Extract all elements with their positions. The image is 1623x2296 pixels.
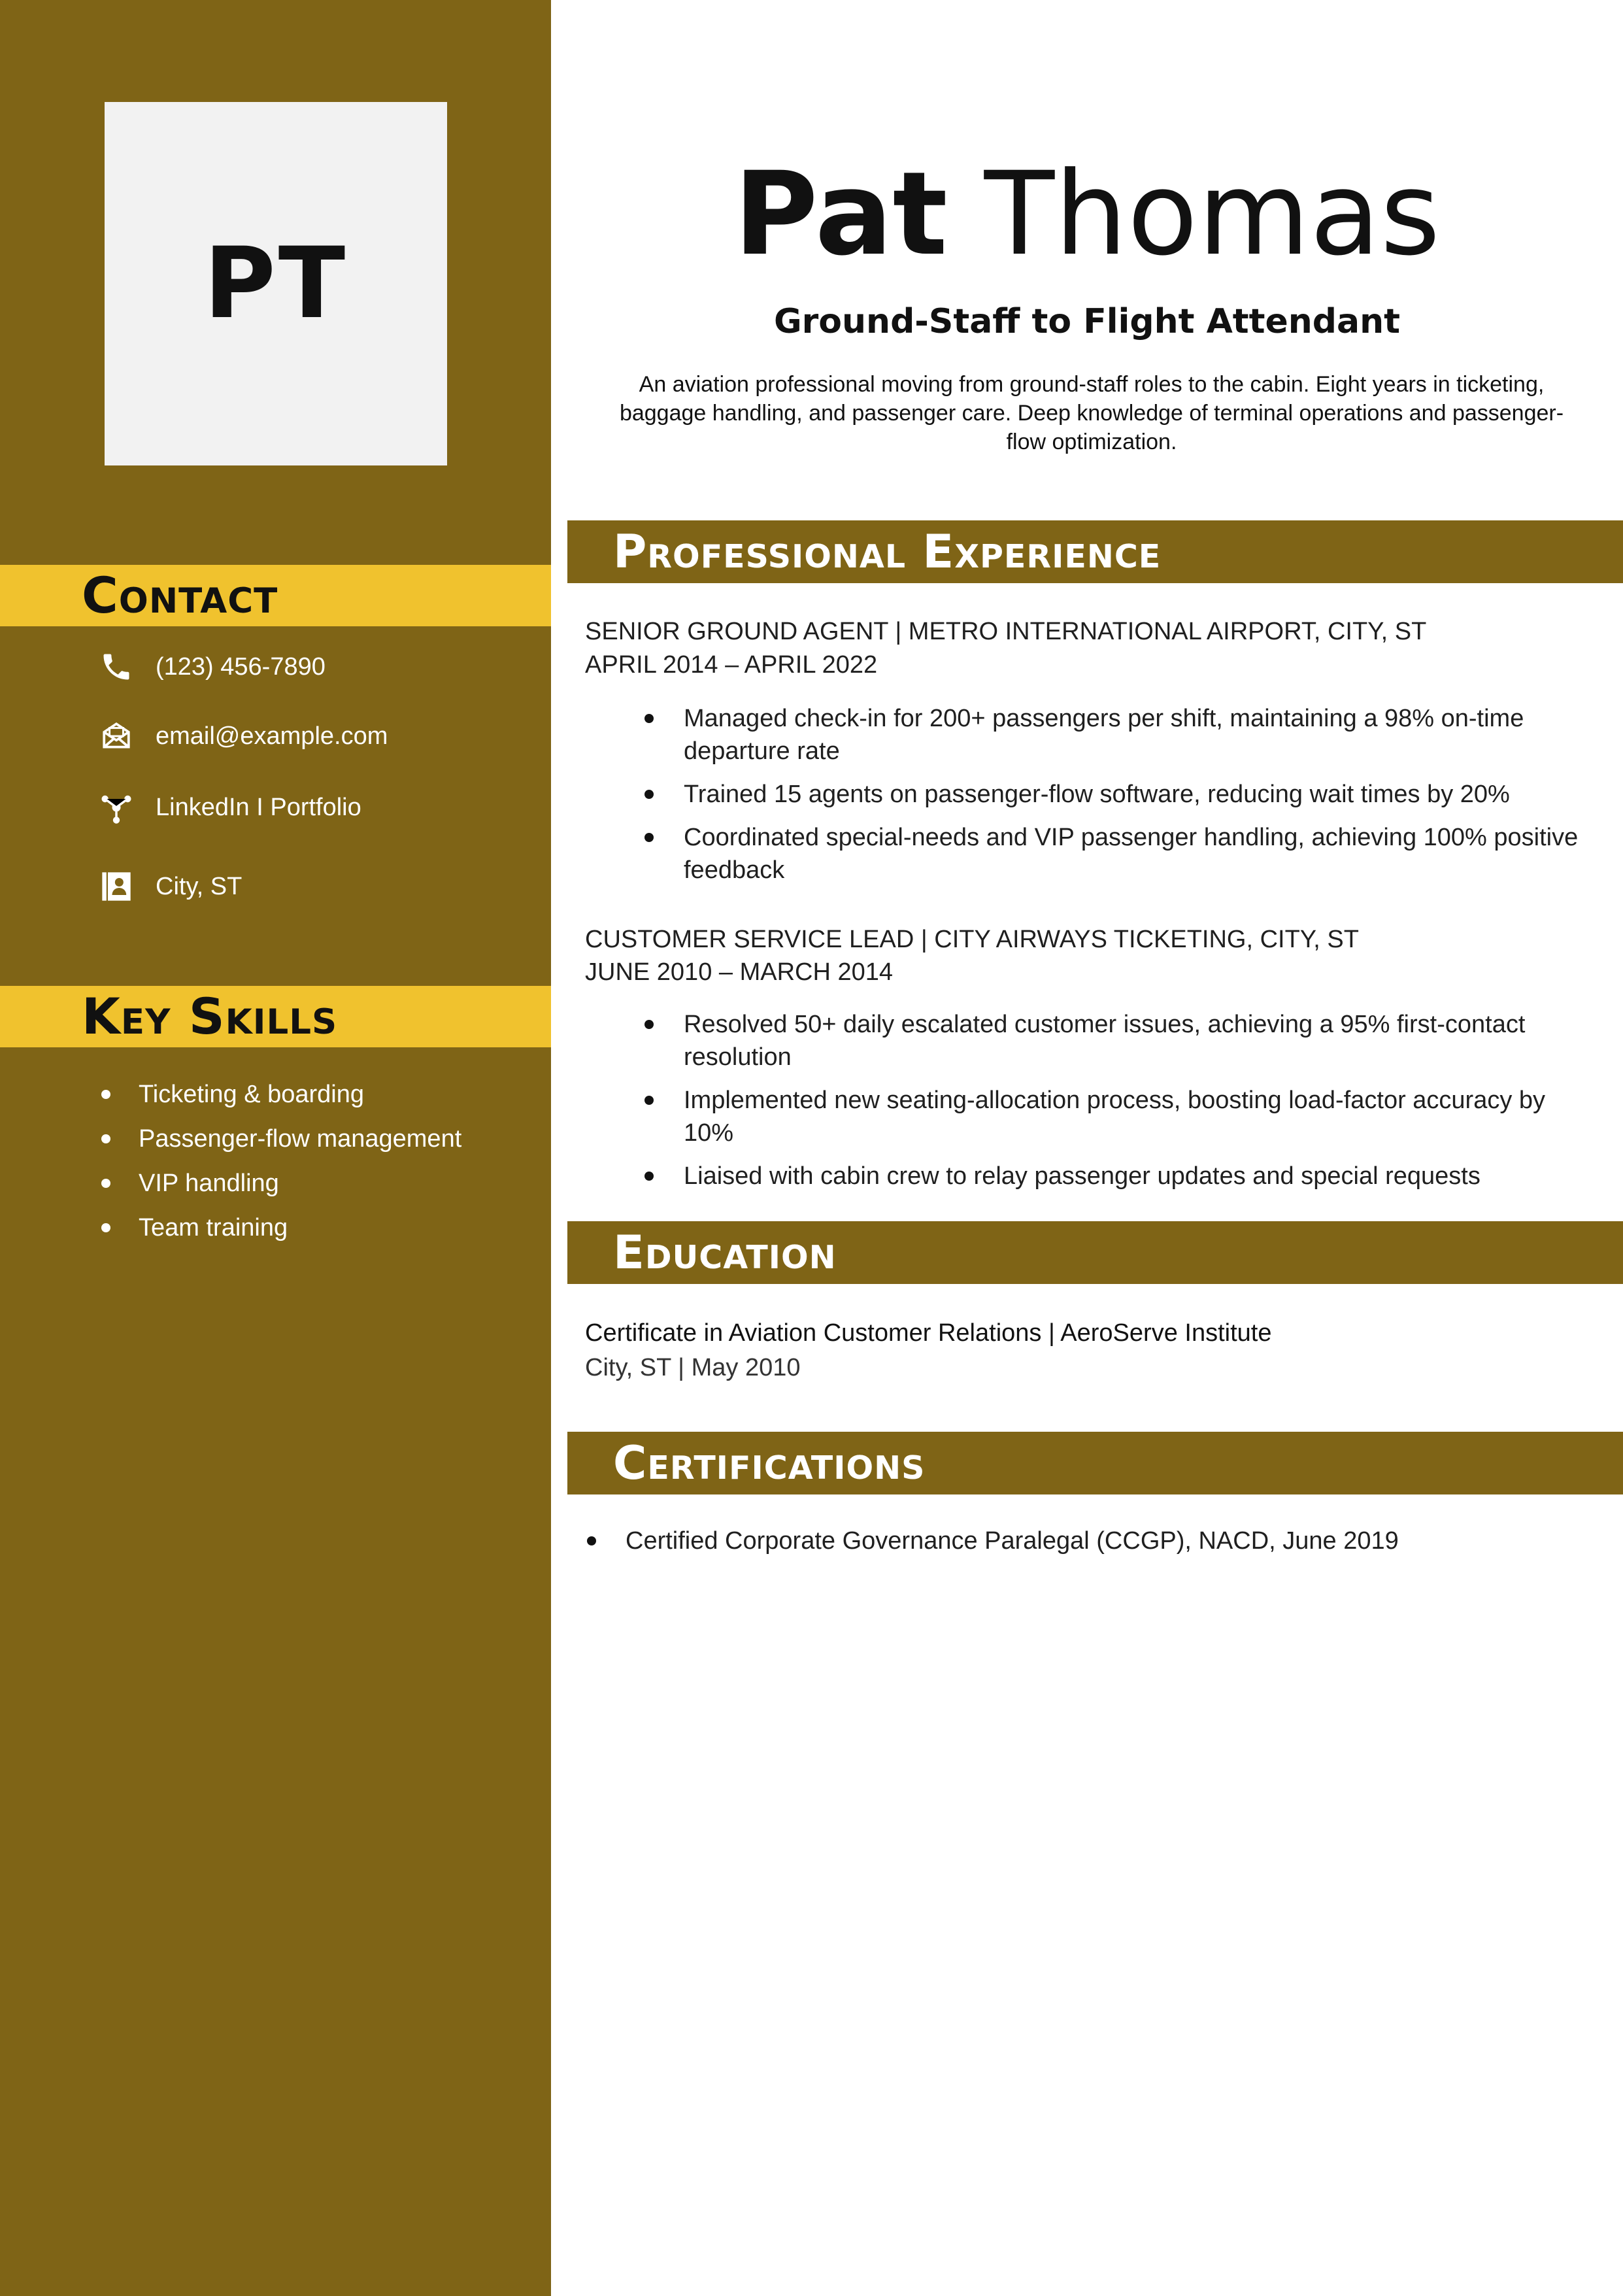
education-details: City, ST | May 2010 xyxy=(585,1354,801,1381)
links-text: LinkedIn I Portfolio xyxy=(156,793,361,821)
phone-text: (123) 456-7890 xyxy=(156,652,326,681)
education-heading: Education xyxy=(613,1226,837,1279)
education-heading-band xyxy=(567,1221,1623,1284)
experience-heading: Professional Experience xyxy=(613,525,1162,579)
skills-heading-band xyxy=(0,986,551,1047)
contact-location xyxy=(98,867,242,906)
contact-email[interactable] xyxy=(98,717,388,756)
contact-heading-band xyxy=(0,565,551,626)
experience-heading-band xyxy=(567,520,1623,583)
candidate-name xyxy=(551,147,1623,281)
contact-phone[interactable] xyxy=(98,647,326,686)
list-item: Passenger-flow management xyxy=(101,1117,461,1161)
list-item: Certified Corporate Governance Paralegal (CCGP), NACD, June 2019 xyxy=(585,1525,1605,1557)
sidebar xyxy=(0,0,551,2296)
location-text: City, ST xyxy=(156,872,243,900)
list-item: Liaised with cabin crew to relay passenger updates and special requests xyxy=(634,1160,1588,1192)
envelope-icon xyxy=(98,718,135,754)
email-text: email@example.com xyxy=(156,722,388,750)
job-title: CUSTOMER SERVICE LEAD | CITY AIRWAYS TICKETING, CITY, ST xyxy=(585,926,1359,953)
list-item: Ticketing & boarding xyxy=(101,1072,461,1117)
bullet-icon xyxy=(101,1223,110,1232)
bullet-icon xyxy=(101,1179,110,1188)
list-item: Resolved 50+ daily escalated customer issues, achieving a 95% first-contact resolution xyxy=(634,1008,1588,1073)
job-dates: APRIL 2014 – APRIL 2022 xyxy=(585,651,878,679)
list-item: Trained 15 agents on passenger-flow software, reducing wait times by 20% xyxy=(634,778,1588,811)
contact-links[interactable] xyxy=(98,788,361,827)
photo-placeholder xyxy=(105,102,447,465)
first-name: Pat xyxy=(733,147,948,281)
initials: PT xyxy=(203,227,348,341)
role-title: Ground-Staff to Flight Attendant xyxy=(773,302,1400,341)
certifications-heading-band xyxy=(567,1432,1623,1494)
list-item: Coordinated special-needs and VIP passenger handling, achieving 100% positive feedback xyxy=(634,821,1588,886)
list-item: Managed check-in for 200+ passengers per shift, maintaining a 98% on-time departure rate xyxy=(634,702,1588,768)
contact-heading: Contact xyxy=(82,566,278,624)
address-card-icon xyxy=(98,868,135,905)
skills-heading: Key Skills xyxy=(82,987,338,1045)
list-item: Implemented new seating-allocation process, boosting load-factor accuracy by 10% xyxy=(634,1084,1588,1149)
network-icon xyxy=(98,789,135,826)
education-degree: Certificate in Aviation Customer Relations | AeroServe Institute xyxy=(585,1319,1272,1347)
job-bullets xyxy=(634,702,1588,897)
job-bullets xyxy=(634,1008,1588,1203)
list-item: VIP handling xyxy=(101,1161,461,1206)
list-item: Team training xyxy=(101,1206,461,1250)
last-name: Thomas xyxy=(984,147,1441,281)
certifications-list xyxy=(585,1525,1605,1557)
certifications-heading: Certifications xyxy=(613,1436,926,1490)
job-dates: JUNE 2010 – MARCH 2014 xyxy=(585,958,893,986)
bullet-icon xyxy=(101,1090,110,1099)
skills-list xyxy=(101,1072,461,1250)
bullet-icon xyxy=(101,1134,110,1143)
summary: An aviation professional moving from ground-staff roles to the cabin. Eight years in ticketing, baggage handling, and passenger care. Deep knowledge of terminal operations and passenger-flow optimization. xyxy=(619,372,1564,454)
phone-icon xyxy=(98,649,135,685)
job-title: SENIOR GROUND AGENT | METRO INTERNATIONAL AIRPORT, CITY, ST xyxy=(585,618,1427,645)
